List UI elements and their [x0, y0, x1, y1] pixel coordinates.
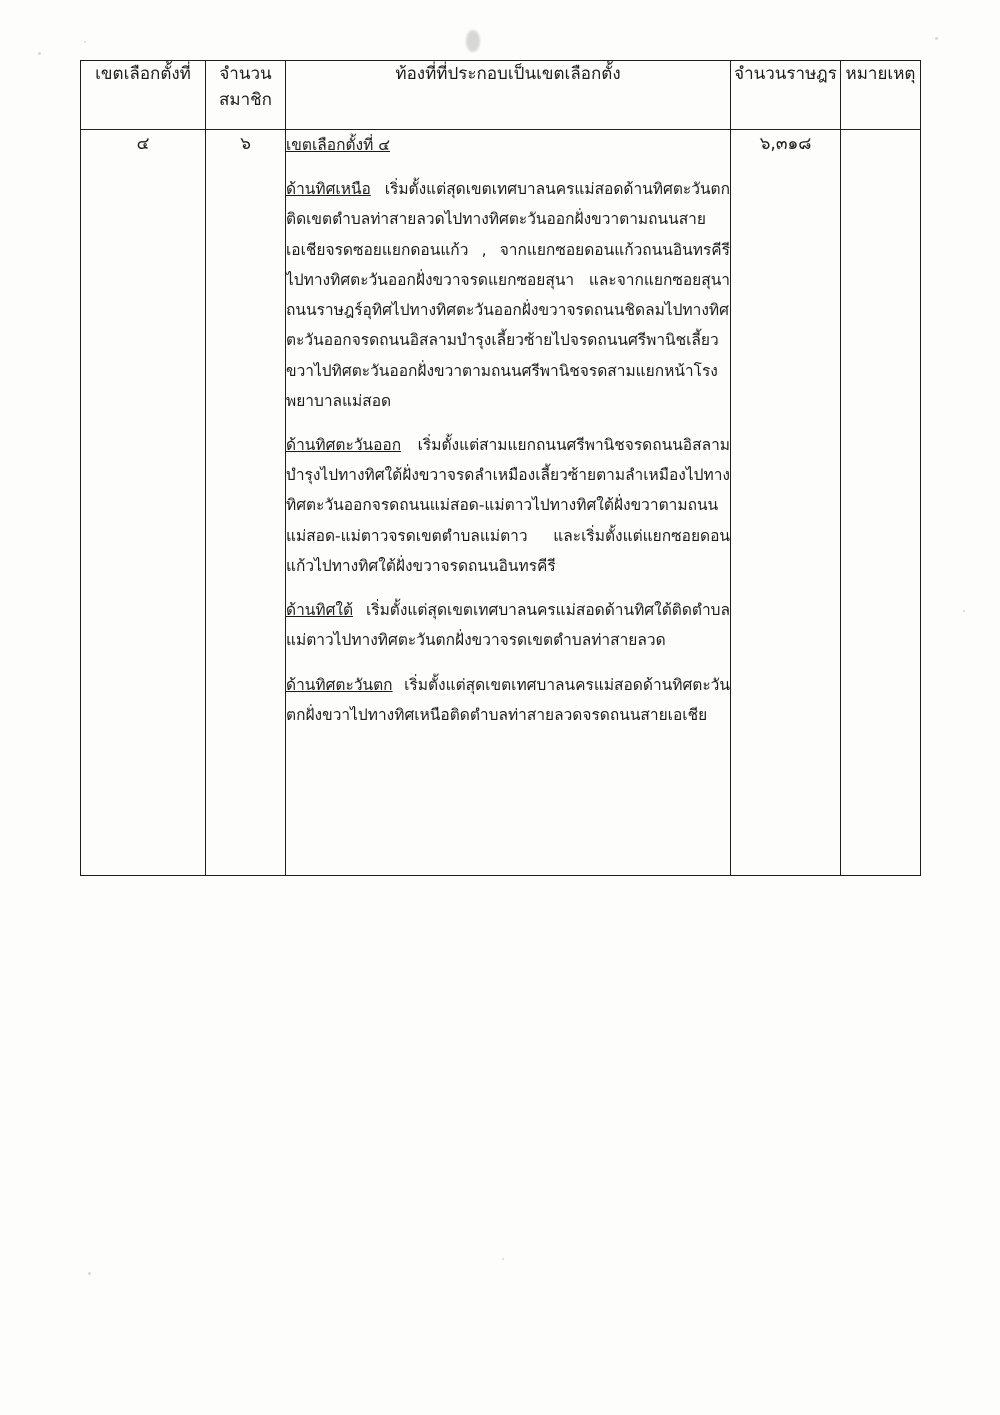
scan-speck [502, 1258, 504, 1260]
cell-area-description [286, 130, 731, 876]
direction-label-north: ด้านทิศเหนือ [286, 180, 371, 199]
description-paragraph-east [286, 430, 730, 581]
direction-label-south: ด้านทิศใต้ [286, 601, 354, 620]
description-paragraph-west [286, 670, 730, 730]
table-header-row [81, 61, 921, 130]
scan-speck [935, 37, 938, 40]
header-note: หมายเหตุ [841, 61, 921, 130]
direction-text-north: เริ่มตั้งแต่สุดเขตเทศบาลนครแม่สอดด้านทิศตะวันตกติดเขตตำบลท่าสายลวดไปทางทิศตะวันออกฝั่งขวาตามถนนสายเอเชียจรดซอยแยกดอนแก้ว , จากแยกซอยดอนแก้วถนนอินทรคีรีไปทางทิศตะวันออกฝั่งขวาจรดแยกซอยสุนา และจากแยกซอยสุนาถนนราษฎร์อุทิศไปทางทิศตะวันออกฝั่งขวาจรดถนนชิดลมไปทางทิศตะวันออกจรดถนนอิสลามบำรุงเลี้ยวซ้ายไปจรดถนนศรีพานิชเลี้ยวขวาไปทิศตะวันออกฝั่งขวาตามถนนศรีพานิชจรดสามแยกหน้าโรงพยาบาลแม่สอด [286, 180, 730, 410]
constituency-table [80, 60, 921, 876]
cell-population: ๖,๓๑๘ [731, 130, 841, 876]
direction-label-east: ด้านทิศตะวันออก [286, 435, 402, 454]
description-paragraph-north [286, 174, 730, 416]
header-member-count: จำนวน สมาชิก [206, 61, 286, 130]
header-area-description: ท้องที่ที่ประกอบเป็นเขตเลือกตั้ง [286, 61, 731, 130]
direction-text-south: เริ่มตั้งแต่สุดเขตเทศบาลนครแม่สอดด้านทิศใต้ติดตำบลแม่ตาวไปทางทิศตะวันตกฝั่งขวาจรดเขตตำบลท่าสายลวด [286, 601, 730, 650]
cell-member-count: ๖ [206, 130, 286, 876]
description-title: เขตเลือกตั้งที่ ๔ [286, 136, 390, 154]
direction-text-east: เริ่มตั้งแต่สามแยกถนนศรีพานิชจรดถนนอิสลามบำรุงไปทางทิศใต้ฝั่งขวาจรดลำเหมืองเลี้ยวซ้ายตามลำเหมืองไปทางทิศตะวันออกจรดถนนแม่สอด-แม่ตาวไปทางทิศใต้ฝั่งขวาตามถนนแม่สอด-แม่ตาวจรดเขตตำบลแม่ตาว และเริ่มตั้งแต่แยกซอยดอนแก้วไปทางทิศใต้ฝั่งขวาจรดถนนอินทรคีรี [286, 435, 730, 575]
scan-speck [963, 610, 965, 612]
scan-speck [84, 41, 86, 43]
header-population: จำนวนราษฎร [731, 61, 841, 130]
direction-label-west: ด้านทิศตะวันตก [286, 675, 393, 694]
scan-smudge [466, 30, 480, 52]
direction-text-west: เริ่มตั้งแต่สุดเขตเทศบาลนครแม่สอดด้านทิศตะวันตกฝั่งขวาไปทางทิศเหนือติดตำบลท่าสายลวดจรดถนนสายเอเชีย [286, 675, 730, 724]
description-paragraph-south [286, 595, 730, 655]
scan-speck [38, 52, 41, 55]
cell-note [841, 130, 921, 876]
cell-zone-number: ๔ [81, 130, 206, 876]
header-zone-number: เขตเลือกตั้งที่ [81, 61, 206, 130]
table-row [81, 130, 921, 876]
scan-speck [88, 1272, 91, 1275]
